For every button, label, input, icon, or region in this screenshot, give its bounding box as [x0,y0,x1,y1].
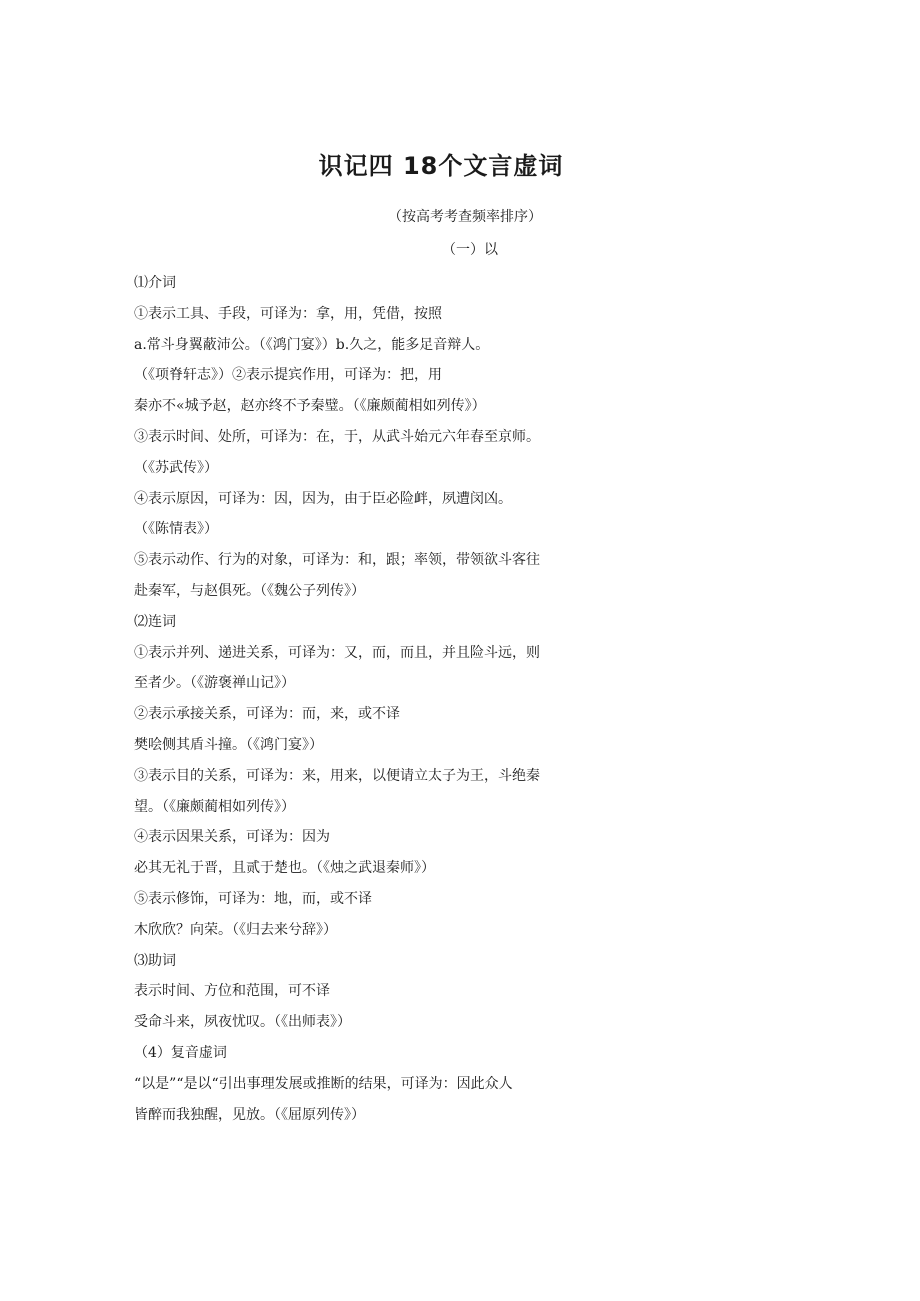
document-body [134,268,586,1130]
text-line: ①表示并列、递进关系，可译为：又，而，而且，并且险斗远，则 [134,644,540,661]
text-line: ⑴介词 [134,275,176,291]
text-line: ④表示原因，可译为：因，因为，由于臣必险衅，夙遭闵凶。 [134,490,512,507]
text-line: （《苏武传》） [134,459,218,476]
text-line: “以是”“是以“引出事理发展或推断的结果，可译为：因此众人 [134,1075,513,1092]
text-line: ②表示承接关系，可译为：而，来，或不译 [134,706,400,723]
text-line: ⑵连词 [134,613,176,630]
text-line: ⑶助词 [134,952,176,969]
text-line: 木欣欣？向荣。（《归去来兮辞》） [134,921,337,938]
text-line: （《陈情表》） [134,521,218,538]
document-title: 识记四 18个文言虚词 [318,152,564,180]
text-line: 至者少。（《游褒禅山记》） [134,675,295,692]
text-line: ⑤表示修饰，可译为：地，而，或不译 [134,890,372,907]
text-line: （《项脊轩志》）②表示提宾作用，可译为：把，用 [134,367,442,384]
text-line: 必其无礼于晋，且贰于楚也。（《烛之武退秦师》） [134,860,435,877]
text-line: 秦亦不«城予赵，赵亦终不予秦璧。（《廉颇蔺相如列传》） [134,398,486,415]
text-line: ④表示因果关系，可译为：因为 [134,829,330,846]
document-subtitle: （按高考考查频率排序） [388,209,542,225]
section-heading: （一）以 [442,242,498,258]
text-line: a.常斗身翼蔽沛公。（《鸿门宴》）b.久之，能多足音辩人。 [134,336,490,353]
text-line: ⑤表示动作、行为的对象，可译为：和，跟；率领，带领欲斗客往 [134,552,540,569]
text-line: ③表示时间、处所，可译为：在，于，从武斗始元六年春至京师。 [134,428,540,445]
text-line: 表示时间、方位和范围，可不译 [134,983,330,1000]
text-line: 赴秦军，与赵俱死。（《魏公子列传》） [134,582,365,599]
text-line: 望。（《廉颇蔺相如列传》） [134,798,295,815]
text-line: （4）复音虚词 [134,1044,227,1061]
text-line: 受命斗来，夙夜忧叹。（《出师表》） [134,1014,351,1031]
text-line: ①表示工具、手段，可译为：拿，用，凭借，按照 [134,305,442,322]
text-line: 樊哙侧其盾斗撞。（《鸿门宴》） [134,736,323,753]
text-line: ③表示目的关系，可译为：来，用来，以便请立太子为王，斗绝秦 [134,767,540,784]
text-line: 皆醉而我独醒，见放。（《屈原列传》） [134,1106,365,1123]
